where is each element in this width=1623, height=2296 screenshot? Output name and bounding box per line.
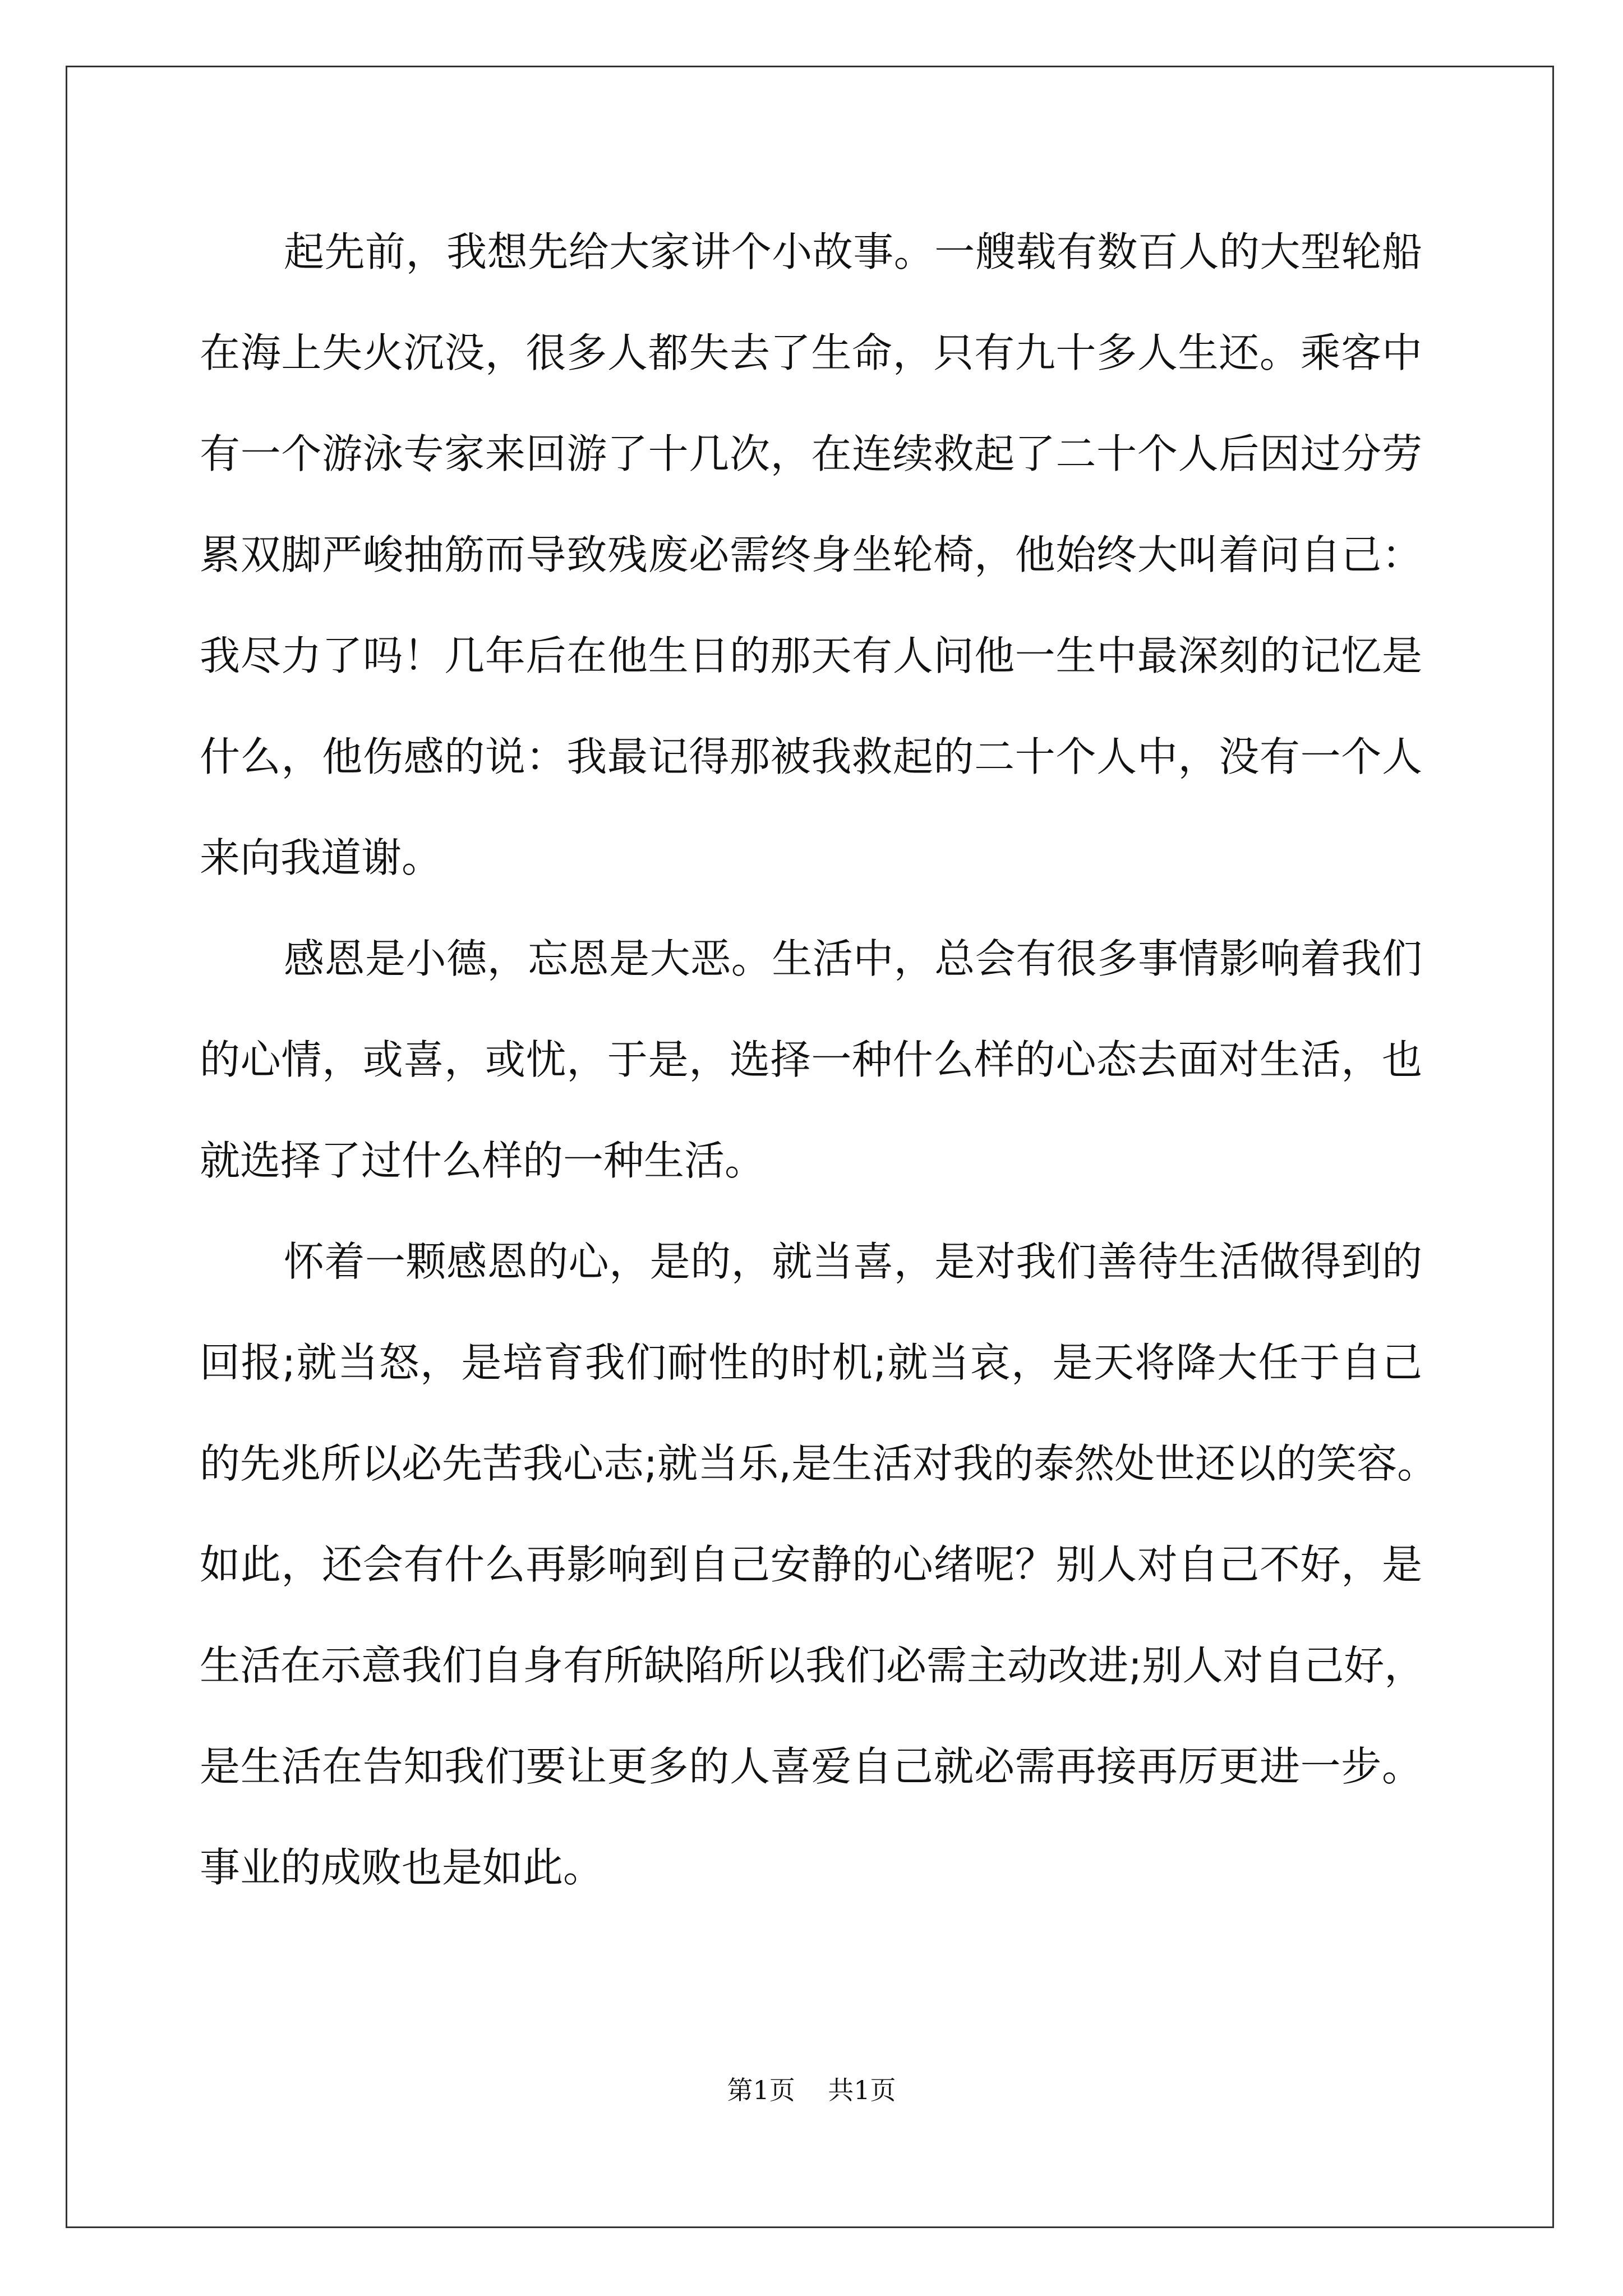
text-line: 怀着一颗感恩的心，是的，就当喜，是对我们善待生活做得到的 <box>284 1238 1422 1285</box>
text-line: 是生活在告知我们要让更多的人喜爱自己就必需再接再厉更进一步。 <box>200 1743 1422 1790</box>
text-line: 有一个游泳专家来回游了十几次，在连续救起了二十个人后因过分劳 <box>200 430 1422 477</box>
text-line: 来向我道谢。 <box>200 834 442 881</box>
text-line: 起先前，我想先给大家讲个小故事。一艘载有数百人的大型轮船 <box>284 228 1422 275</box>
document-body <box>200 222 1438 1938</box>
paragraph-1 <box>200 222 1422 928</box>
text-line: 什么，他伤感的说：我最记得那被我救起的二十个人中，没有一个人 <box>200 733 1422 780</box>
text-line: 累双脚严峻抽筋而导致残废必需终身坐轮椅，他始终大叫着问自己： <box>200 531 1422 578</box>
text-line: 回报;就当怒，是培育我们耐性的时机;就当哀，是天将降大任于自己 <box>200 1339 1422 1386</box>
text-line: 事业的成败也是如此。 <box>200 1844 604 1891</box>
text-line: 就选择了过什么样的一种生活。 <box>200 1137 766 1184</box>
page-number: 第1页 <box>727 2075 795 2105</box>
page-total: 共1页 <box>828 2075 896 2105</box>
page-footer <box>0 2070 1623 2107</box>
text-line: 生活在示意我们自身有所缺陷所以我们必需主动改进;别人对自己好， <box>200 1642 1425 1689</box>
text-line: 的心情，或喜，或忧，于是，选择一种什么样的心态去面对生活，也 <box>200 1036 1422 1083</box>
text-line: 我尽力了吗！几年后在他生日的那天有人问他一生中最深刻的记忆是 <box>200 632 1422 679</box>
paragraph-2 <box>200 928 1422 1231</box>
text-line: 的先兆所以必先苦我心志;就当乐,是生活对我的泰然处世还以的笑容。 <box>200 1440 1438 1487</box>
text-line: 感恩是小德，忘恩是大恶。生活中，总会有很多事情影响着我们 <box>284 935 1422 982</box>
paragraph-3 <box>200 1231 1438 1938</box>
text-line: 在海上失火沉没，很多人都失去了生命，只有九十多人生还。乘客中 <box>200 329 1422 376</box>
text-line: 如此，还会有什么再影响到自己安静的心绪呢？别人对自己不好，是 <box>200 1541 1422 1588</box>
